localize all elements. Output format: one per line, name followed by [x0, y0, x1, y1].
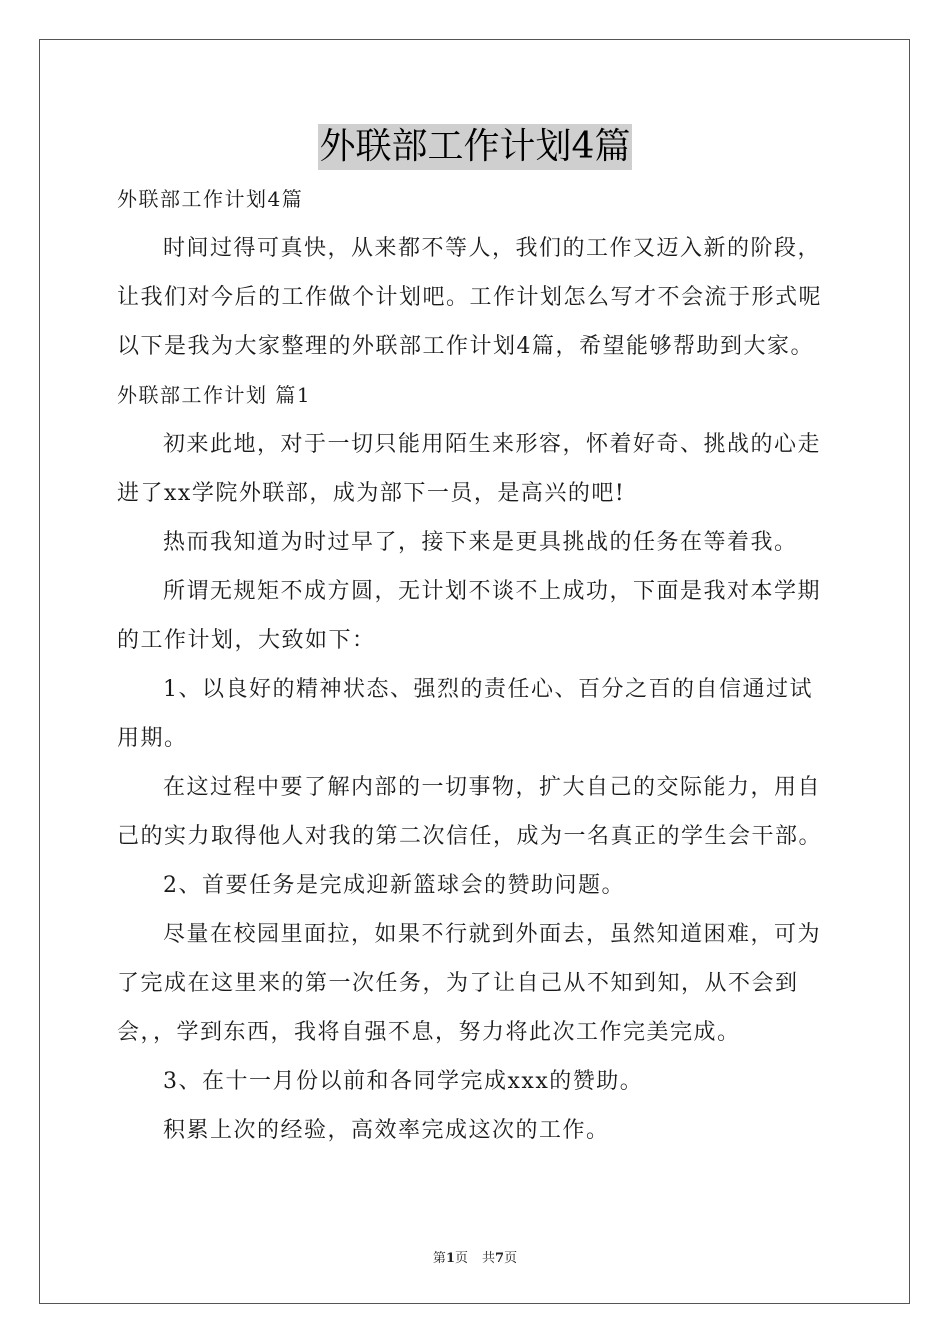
- title-wrap: [0, 124, 950, 170]
- page-suffix: 页: [454, 1251, 468, 1266]
- paragraph-line: 进了xx学院外联部，成为部下一员，是高兴的吧!: [117, 481, 626, 506]
- paragraph-line: 积累上次的经验，高效率完成这次的工作。: [163, 1118, 610, 1143]
- paragraph-line: 会，，学到东西，我将自强不息，努力将此次工作完美完成。: [117, 1020, 741, 1045]
- paragraph-line: 时间过得可真快，从来都不等人，我们的工作又迈入新的阶段，: [163, 236, 822, 261]
- total-prefix: 共: [482, 1251, 496, 1266]
- paragraph-line: 2、首要任务是完成迎新篮球会的赞助问题。: [163, 873, 625, 898]
- page-footer: [0, 1247, 950, 1266]
- paragraph-line: 1、以良好的精神状态、强烈的责任心、百分之百的自信通过试: [163, 677, 813, 702]
- paragraph-line: 用期。: [117, 726, 188, 751]
- paragraph-line: 初来此地，对于一切只能用陌生来形容，怀着好奇、挑战的心走: [163, 432, 822, 457]
- subtitle-line: 外联部工作计划4篇: [117, 187, 304, 211]
- paragraph-line: 的工作计划，大致如下：: [117, 628, 376, 653]
- document-body: [117, 175, 837, 1155]
- document-title: 外联部工作计划4篇: [318, 124, 633, 170]
- paragraph-line: 了完成在这里来的第一次任务，为了让自己从不知到知，从不会到: [117, 971, 799, 996]
- total-suffix: 页: [504, 1251, 518, 1266]
- paragraph-line: 尽量在校园里面拉，如果不行就到外面去，虽然知道困难，可为: [163, 922, 822, 947]
- paragraph-line: 让我们对今后的工作做个计划吧。工作计划怎么写才不会流于形式呢: [117, 285, 823, 310]
- current-page-number: 1: [445, 1251, 455, 1266]
- paragraph-line: 己的实力取得他人对我的第二次信任，成为一名真正的学生会干部。: [117, 824, 823, 849]
- paragraph-line: 所谓无规矩不成方圆，无计划不谈不上成功，下面是我对本学期: [163, 579, 822, 604]
- page-prefix: 第: [432, 1251, 446, 1266]
- paragraph-line: 3、在十一月份以前和各同学完成xxx的赞助。: [163, 1069, 644, 1094]
- paragraph-line: 以下是我为大家整理的外联部工作计划4篇，希望能够帮助到大家。: [117, 334, 814, 359]
- total-page-number: 7: [495, 1251, 505, 1266]
- paragraph-line: 在这过程中要了解内部的一切事物，扩大自己的交际能力，用自: [163, 775, 822, 800]
- paragraph-line: 热而我知道为时过早了，接下来是更具挑战的任务在等着我。: [163, 530, 798, 555]
- section-heading: 外联部工作计划 篇1: [117, 383, 312, 407]
